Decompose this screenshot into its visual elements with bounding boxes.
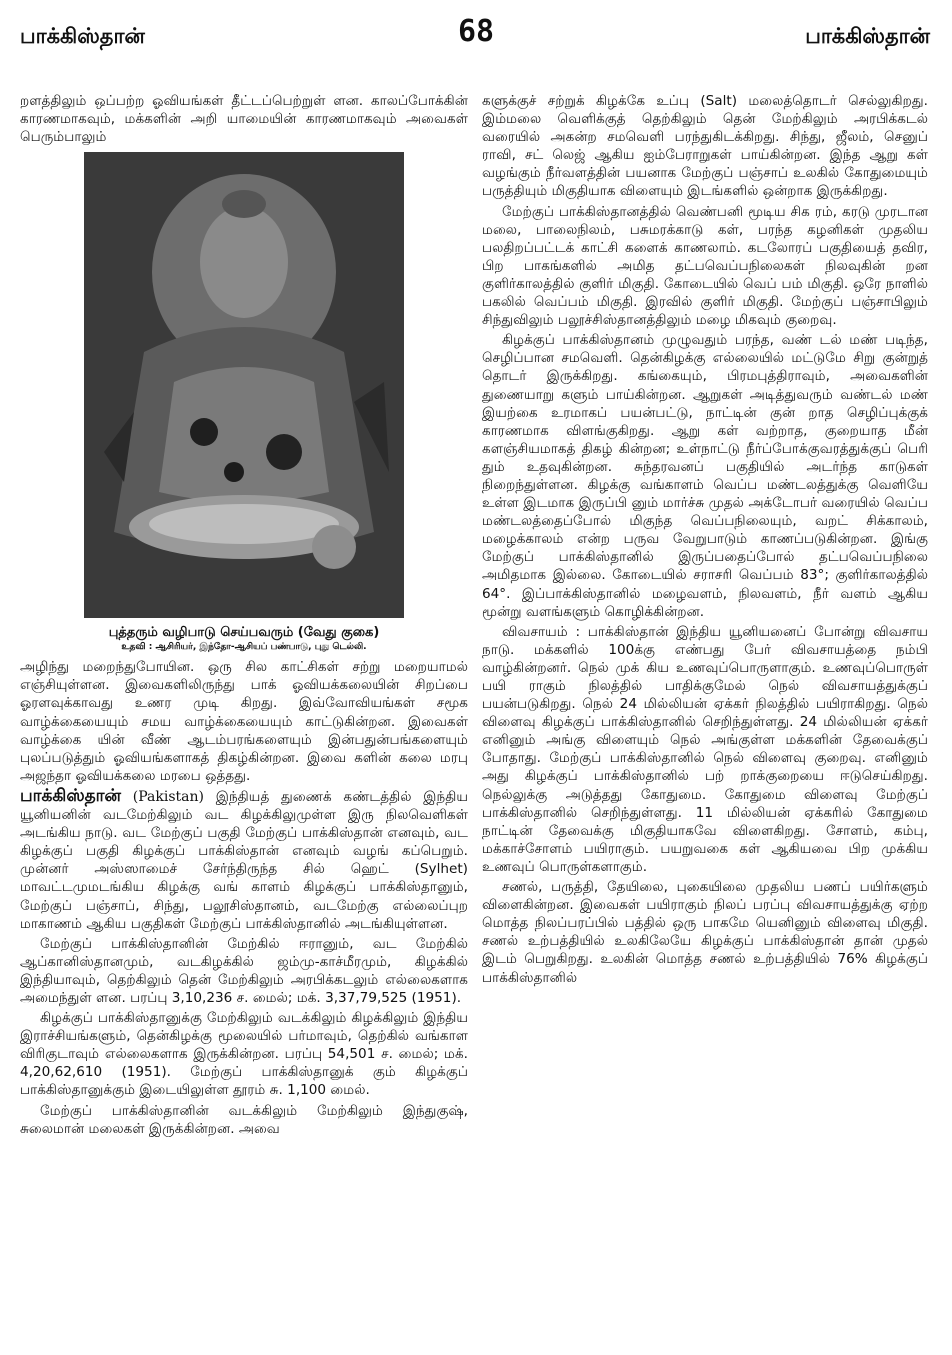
entry-paragraph: [20, 787, 468, 933]
page-header: [0, 10, 952, 80]
right-paragraph-2: மேற்குப் பாக்கிஸ்தானத்தில் வெண்பனி மூடிய சிக ரம், கரடு முரடான மலை, பாலைநிலம், பசுமரக்காடு கள், பரந்த கழனிகள் முதலிய பலதிறப்பட்டக் காட்சி களைக் காணலாம். கடலோரப் பகுதியைத் தவிர, பிற பாகங்களில் அமித தட்பவெப்பநிலைகள் நிலவுகின் றன குளிர்காலத்தில் குளிர் மிகுதி. கோடையில் வெப் பம் மிகுதி. ஒரே நாளில் பகலில் வெப்பம் மிகுதி. இரவில் குளிர் மிகுதி. மேற்குப் பஞ்சாபிலும் சிந்துவிலும் பலூச்சிஸ்தானத்திலும் மழை மிகவும் குறைவு.: [482, 203, 928, 329]
left-column: [20, 92, 468, 1140]
figure-buddha-painting: [20, 152, 468, 654]
right-paragraph-5: சணல், பருத்தி, தேயிலை, புகையிலை முதலிய பணப் பயிர்களும் விளைகின்றன. இவைகள் பயிராகும் நிலப் பரப்பு விவசாயத்துக்கு ஏற்ற மொத்த நிலப்பரப்பில் பத்தில் ஒரு பாகமே யெனினும் விளைவு மிகுதி. சணல் உற்பத்தியில் உலகிலேயே கிழக்குப் பாக்கிஸ்தான் தான் முதல் இடம் பெறுகிறது. உலகின் மொத்த சணல் உற்பத்தியில் 76% கிழக்குப் பாக்கிஸ்தானில்: [482, 879, 928, 986]
entry-text: இந்தியத் துணைக் கண்டத்தில் இந்திய யூனியனின் வடமேற்கிலும் வட கிழக்கிலுமுள்ள இரு நிலவெளிகள் அடங்கிய நாடு. வட மேற்குப் பகுதி மேற்குப் பாக்கிஸ்தான் எனவும், வட கிழக்குப் பகுதி கிழக்குப் பாக்கிஸ்தான் எனவும் வழங் கப்பெறும். முன்னர் அஸ்ஸாமைச் சேர்ந்திருந்த சில் ஹெட் (Sylhet) மாவட்டமுமடங்கிய கிழக்கு வங் காளம் கிழக்குப் பாக்கிஸ்தானும், மேற்குப் பஞ்சாப், சிந்து, பலூசிஸ்தானம், வடமேற்கு எல்லைப்புற மாகாணம் ஆகிய பகுதிகள் மேற்குப் பாக்கிஸ்தானில் அடங்கியுள்ளன.: [20, 788, 468, 932]
entry-headword: பாக்கிஸ்தான்: [20, 785, 122, 806]
left-paragraph-5: மேற்குப் பாக்கிஸ்தானின் வடக்கிலும் மேற்கிலும் இந்துகுஷ், சுலைமான் மலைகள் இருக்கின்றன. அவை: [20, 1102, 468, 1137]
right-paragraph-4: விவசாயம் : பாக்கிஸ்தான் இந்திய யூனியனைப் போன்று விவசாய நாடு. மக்களில் 100க்கு எண்பது பேர் விவசாயத்தை நம்பி வாழ்கின்றனர். நெல் முக் கிய உணவுப்பொருளாகும். உணவுப்பொருள் பயி ராகும் நிலத்தில் பாதிக்குமேல் நெல் விவசாயத்துக்குப் பயன்படுகிறது. நெல் 24 மில்லியன் ஏக்கர் நிலத்தில் பயிராகிறது. நெல் விளைவு கிழக்குப் பாக்கிஸ்தானில் செறிந்துள்ளது. 24 மில்லியன் ஏக்கர் எனினும் அங்கு விளையும் நெல் அங்குள்ள மக்களின் தேவைக்குப் போதாது. மேற்குப் பாக்கிஸ்தானில் நெல் விளைவு குறைவு. எனினும் அது கிழக்குப் பாக்கிஸ்தானில் பற் றாக்குறையை ஈடுசெய்கிறது. நெல்லுக்கு அடுத்தது கோதுமை. கோதுமை விளைவு மேற்குப் பாக்கிஸ்தானில் செறிந்துள்ளது. 11 மில்லியன் ஏக்கரில் கோதுமை நாட்டின் தேவைக்கு மிகுதியாகவே விளைகிறது. சோளம், கம்பு, மக்காச்சோளம் பயிராகும். பயறுவகை கள் ஆகியவை பிற முக்கிய உணவுப் பொருள்களாகும்.: [482, 623, 928, 875]
running-title-right: பாக்கிஸ்தான்: [805, 24, 930, 48]
left-paragraph-1: அழிந்து மறைந்துபோயின. ஒரு சில காட்சிகள் சற்று மறையாமல் எஞ்சியுள்ளன. இவைகளிலிருந்து பாக் ஓவியக்கலையின் சிறப்பை ஓரளவுக்காவது உணர முடி கிறது. இவ்வோவியங்கள் சமூக வாழ்க்கையையும் சமய வாழ்க்கையையும் காட்டுகின்றன. இவைகள் வாழ்க்கை யின் வீண் ஆடம்பரங்களையும் இன்பதுன்பங்களையும் புலப்படுத்தும் ஓவியங்களாகத் திகழ்கின்றன. இவை களின் கலை மரபு அஜந்தா ஓவியக்கலை மரபை ஒத்தது.: [20, 659, 468, 784]
figure-credit: உதவி : ஆசிரியர், இந்தோ-ஆசியப் பண்பாடு, புது டெல்லி.: [121, 642, 367, 653]
left-paragraph-3: மேற்குப் பாக்கிஸ்தானின் மேற்கில் ஈரானும், வட மேற்கில் ஆப்கானிஸ்தானமும், வடகிழக்கில் ஜம்மு-காச்மீரமும், கிழக்கில் இந்தியாவும், தெற்கிலும் தென் மேற்கிலும் அரபிக்கடலும் எல்லைகளாக அமைந்துள் ளன. பரப்பு 3,10,236 ச. மைல்; மக். 3,37,79,525 (1951).: [20, 935, 468, 1006]
cave-painting-image: [84, 152, 404, 618]
entry-latin: (Pakistan): [132, 788, 204, 805]
right-paragraph-3: கிழக்குப் பாக்கிஸ்தானம் முழுவதும் பரந்த, வண் டல் மண் படிந்த, செழிப்பான சமவெளி. தென்கிழக்கு எல்லையில் மட்டுமே சிறு குன்றுத் தொடர் இருக்கிறது. கங்கையும், பிரமபுத்திராவும், அவைகளின் துணையாறு களும் பாய்கின்றன. ஆறுகள் அடித்துவரும் வண்டல் மண் இயற்கை உரமாகப் பயன்பட்டு, நாட்டின் குன் றாத செழிப்புக்குக் காரணமாக விளங்குகிறது. ஆறு கள் வற்றாத, குறையாத மீன் களஞ்சியமாகத் திகழ் கின்றன; உள்நாட்டு நீர்ப்போக்குவரத்துக்குப் பெரி தும் உதவுகின்றன. சுந்தரவனப் பகுதியில் அடர்ந்த காடுகள் நிறைந்துள்ளன. கிழக்கு வங்காளம் வெப்ப மண்டலத்துக்கு வெளியே உள்ள இடமாக இருப்பி னும் மார்ச்சு முதல் அக்டோபர் வரையில் வெப்ப மண்டலத்தைப்போல் மிகுந்த வெப்பநிலையும், வறட் சிக்காலம், மழைக்காலம் என்ற பருவ வேறுபாடும் காணப்படுகின்றன. இங்கு மேற்குப் பாக்கிஸ்தானில் இருப்பதைப்போல் தட்பவெப்பநிலை அமிதமாக இல்லை. கோடையில் சராசரி வெப்பம் 83°; குளிர்காலத்தில் 64°. இப்பாக்கிஸ்தானில் மழைவளம், நிலவளம், நீர் வளம் ஆகிய மூன்று வளங்களும் கொழிக்கின்றன.: [482, 332, 929, 620]
figure-caption: புத்தரும் வழிபாடு செய்பவரும் (வேது குகை): [108, 625, 380, 641]
buddha-painting-graphic: [84, 152, 404, 618]
page-number: 68: [457, 14, 495, 49]
left-intro-paragraph: றளத்திலும் ஒப்பற்ற ஓவியங்கள் தீட்டப்பெற்றுள் ளன. காலப்போக்கின் காரணமாகவும், மக்களின் அறி யாமையின் காரணமாகவும் அவைகள் பெரும்பாலும்: [20, 93, 468, 146]
left-paragraph-4: கிழக்குப் பாக்கிஸ்தானுக்கு மேற்கிலும் வடக்கிலும் கிழக்கிலும் இந்திய இராச்சியங்களும், தென்கிழக்கு மூலையில் பர்மாவும், தெற்கில் வங்காள விரிகுடாவும் எல்லைகளாக இருக்கின்றன. பரப்பு 54,501 ச. மைல்; மக். 4,20,62,610 (1951). மேற்குப் பாக்கிஸ்தானுக் கும் கிழக்குப் பாக்கிஸ்தானுக்கும் இடையிலுள்ள தூரம் சு. 1,100 மைல்.: [20, 1010, 468, 1099]
right-column: [482, 92, 928, 989]
running-title-left: பாக்கிஸ்தான்: [20, 24, 145, 48]
right-paragraph-1: களுக்குச் சற்றுக் கிழக்கே உப்பு (Salt) மலைத்தொடர் செல்லுகிறது. இம்மலை வெளிக்குத் தெற்கிலும் தென் மேற்கிலும் அரபிக்கடல் வரையில் அகன்ற சமவெளி பரந்துகிடக்கிறது. சிந்து, ஜீலம், செனுப் ராவி, சட் லெஜ் ஆகிய ஐம்பேராறுகள் பாய்கின்றன. இந்த ஆறு கள் வழங்கும் நீர்வளத்தின் பயனாக மேற்குப் பஞ்சாப் உலகில் கோதுமையும் பருத்தியும் மிகுதியாக விளையும் இடங்களில் ஒன்றாக இருக்கிறது.: [482, 93, 928, 200]
